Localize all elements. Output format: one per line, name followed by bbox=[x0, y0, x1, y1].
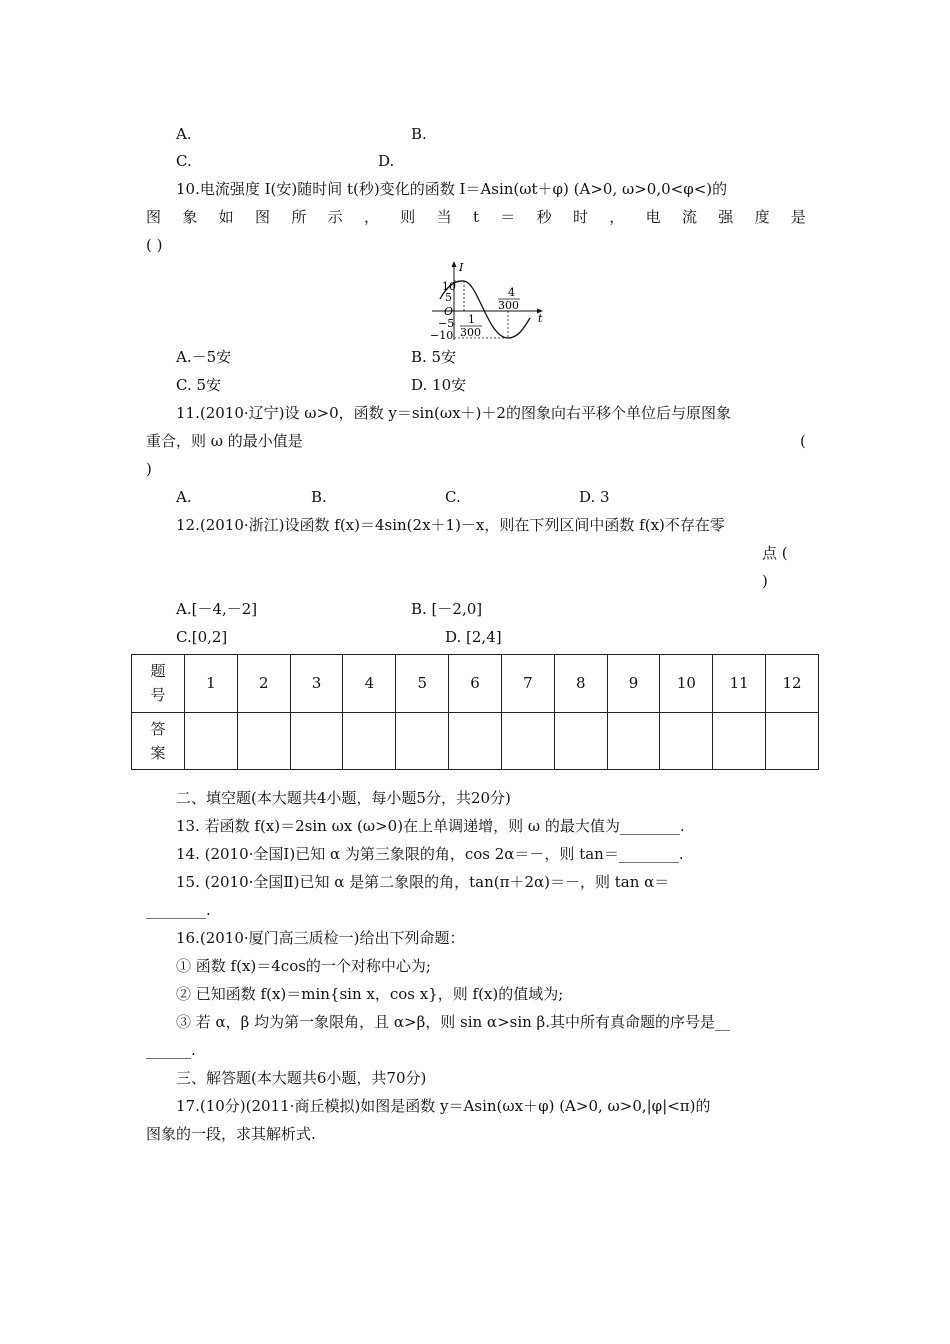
graph-frac1-num: 1 bbox=[468, 313, 475, 326]
graph-y-arrow bbox=[452, 261, 457, 267]
q10-line2-word: 时 bbox=[572, 208, 588, 226]
q17-text-line2: 图象的一段，求其解析式. bbox=[146, 1125, 316, 1143]
q9-option-b: B. bbox=[411, 125, 427, 143]
q10-line2-word: ， bbox=[609, 208, 625, 226]
q10-line2-word: 示 bbox=[327, 208, 343, 226]
q12-text-line3: ) bbox=[762, 572, 768, 590]
q16-text-line1: 16.(2010·厦门高三质检一)给出下列命题： bbox=[176, 929, 465, 947]
answer-table-header-row bbox=[132, 655, 819, 713]
answer-table-number-cell: 2 bbox=[237, 655, 290, 713]
answer-table-answer-cell[interactable] bbox=[766, 712, 819, 770]
q10-line2-word: 如 bbox=[218, 208, 234, 226]
answer-table-number-cell: 9 bbox=[607, 655, 660, 713]
answer-table-answer-cell[interactable] bbox=[396, 712, 449, 770]
graph-tick-neg5: −5 bbox=[438, 317, 455, 330]
q10-sine-graph bbox=[426, 260, 556, 342]
q10-line2-word: 电 bbox=[645, 208, 661, 226]
q12-option-c: C.[0,2] bbox=[176, 628, 228, 646]
answer-table-number-cell: 3 bbox=[290, 655, 343, 713]
answer-table-number-cell: 7 bbox=[501, 655, 554, 713]
q10-line2-word: 当 bbox=[436, 208, 452, 226]
answer-table-answer-cell[interactable] bbox=[185, 712, 238, 770]
q10-option-c: C. 5安 bbox=[176, 376, 222, 394]
answer-table-number-cell: 4 bbox=[343, 655, 396, 713]
q10-line2-word: 是 bbox=[790, 208, 806, 226]
q12-option-b: B. [－2,0] bbox=[411, 600, 483, 618]
q10-line2-word: 流 bbox=[681, 208, 697, 226]
q11-text-line1: 11.(2010·辽宁)设 ω>0，函数 y＝sin(ωx＋)＋2的图象向右平移个单位后与原图象 bbox=[176, 404, 731, 422]
q16-text-line5: ______. bbox=[146, 1041, 196, 1059]
q10-line2-word: 则 bbox=[400, 208, 416, 226]
q10-line2-word: 图 bbox=[254, 208, 270, 226]
q12-text-line2: 点 ( bbox=[762, 544, 788, 562]
q10-text-line3: ( ) bbox=[146, 236, 163, 254]
q15-text-line2: ________. bbox=[146, 901, 211, 919]
answer-table-number-cell: 5 bbox=[396, 655, 449, 713]
q11-text-line2: 重合，则 ω 的最小值是 bbox=[146, 432, 303, 450]
graph-frac2-num: 4 bbox=[508, 286, 515, 299]
q12-option-d: D. [2,4] bbox=[445, 628, 502, 646]
answer-table-number-cell: 1 bbox=[185, 655, 238, 713]
q10-line2-word: 象 bbox=[182, 208, 198, 226]
graph-frac1-den: 300 bbox=[460, 326, 481, 339]
graph-x-label: t bbox=[538, 312, 543, 325]
graph-tick-5: 5 bbox=[445, 291, 452, 304]
graph-frac2-den: 300 bbox=[498, 299, 519, 312]
answer-table-number-cell: 11 bbox=[713, 655, 766, 713]
q10-line2-word: ， bbox=[363, 208, 379, 226]
q10-line2-word: 强 bbox=[718, 208, 734, 226]
answer-table-number-cell: 8 bbox=[554, 655, 607, 713]
answer-table-number-cell: 6 bbox=[449, 655, 502, 713]
answer-table-header-label: 题 号 bbox=[132, 655, 185, 713]
answer-table-answer-cell[interactable] bbox=[713, 712, 766, 770]
q11-option-a: A. bbox=[176, 488, 192, 506]
answer-table-answer-cell[interactable] bbox=[554, 712, 607, 770]
q17-text-line1: 17.(10分)(2011·商丘模拟)如图是函数 y＝Asin(ωx＋φ) (A>0, ω>0,|φ|<π)的 bbox=[176, 1097, 711, 1115]
q10-text-line2 bbox=[146, 207, 806, 227]
q10-line2-word: ＝ bbox=[500, 208, 516, 226]
q11-option-b: B. bbox=[311, 488, 327, 506]
section2-title: 二、填空题(本大题共4小题，每小题5分，共20分) bbox=[176, 789, 511, 807]
q10-line2-word: 所 bbox=[291, 208, 307, 226]
answer-table-number-cell: 12 bbox=[766, 655, 819, 713]
q11-option-c: C. bbox=[445, 488, 461, 506]
graph-tick-neg10: −10 bbox=[430, 329, 454, 342]
section3-title: 三、解答题(本大题共6小题，共70分) bbox=[176, 1069, 427, 1087]
q9-option-d: D. bbox=[378, 152, 395, 170]
q13-text: 13. 若函数 f(x)＝2sin ωx (ω>0)在上单调递增，则 ω 的最大值为________. bbox=[176, 817, 685, 835]
q10-line2-word: 度 bbox=[754, 208, 770, 226]
q10-text-line1: 10.电流强度 I(安)随时间 t(秒)变化的函数 I＝Asin(ωt＋φ) (A>0, ω>0,0<φ<)的 bbox=[176, 180, 728, 198]
q10-line2-word: 秒 bbox=[536, 208, 552, 226]
q10-option-d: D. 10安 bbox=[411, 376, 467, 394]
q10-line2-word: 图 bbox=[146, 208, 162, 226]
q11-paren-close: ) bbox=[146, 460, 152, 478]
graph-origin-label: O bbox=[444, 305, 454, 318]
answer-table-answer-cell[interactable] bbox=[343, 712, 396, 770]
q12-option-a: A.[－4,－2] bbox=[176, 600, 258, 618]
q14-text: 14. (2010·全国Ⅰ)已知 α 为第三象限的角，cos 2α＝－，则 tan＝________. bbox=[176, 845, 684, 863]
q10-option-b: B. 5安 bbox=[411, 348, 457, 366]
q11-option-d: D. 3 bbox=[579, 488, 610, 506]
answer-table-answer-cell[interactable] bbox=[501, 712, 554, 770]
q15-text-line1: 15. (2010·全国Ⅱ)已知 α 是第二象限的角，tan(π＋2α)＝－，则 tan α＝ bbox=[176, 873, 670, 891]
q16-item1: ① 函数 f(x)＝4cos的一个对称中心为; bbox=[176, 957, 431, 975]
q10-line2-word: t bbox=[472, 208, 479, 226]
q16-item3: ③ 若 α，β 均为第一象限角，且 α>β，则 sin α>sin β.其中所有真命题的序号是__ bbox=[176, 1013, 730, 1031]
q10-option-a: A.－5安 bbox=[176, 348, 232, 366]
answer-table-answer-cell[interactable] bbox=[449, 712, 502, 770]
answer-table-answer-row bbox=[132, 712, 819, 770]
q12-text-line1: 12.(2010·浙江)设函数 f(x)＝4sin(2x＋1)－x，则在下列区间中函数 f(x)不存在零 bbox=[176, 516, 725, 534]
answer-table-answer-cell[interactable] bbox=[290, 712, 343, 770]
q9-option-a: A. bbox=[176, 125, 192, 143]
answer-table bbox=[131, 654, 819, 770]
q9-option-c: C. bbox=[176, 152, 192, 170]
q11-paren-open: ( bbox=[800, 432, 806, 450]
answer-table-answer-cell[interactable] bbox=[607, 712, 660, 770]
answer-table-answer-cell[interactable] bbox=[237, 712, 290, 770]
answer-table-answer-label: 答 案 bbox=[132, 712, 185, 770]
answer-table-answer-cell[interactable] bbox=[660, 712, 713, 770]
q16-item2: ② 已知函数 f(x)＝min{sin x，cos x}，则 f(x)的值域为; bbox=[176, 985, 564, 1003]
graph-y-label: I bbox=[459, 261, 464, 274]
graph-tick-10: 10 bbox=[442, 280, 456, 293]
answer-table-number-cell: 10 bbox=[660, 655, 713, 713]
